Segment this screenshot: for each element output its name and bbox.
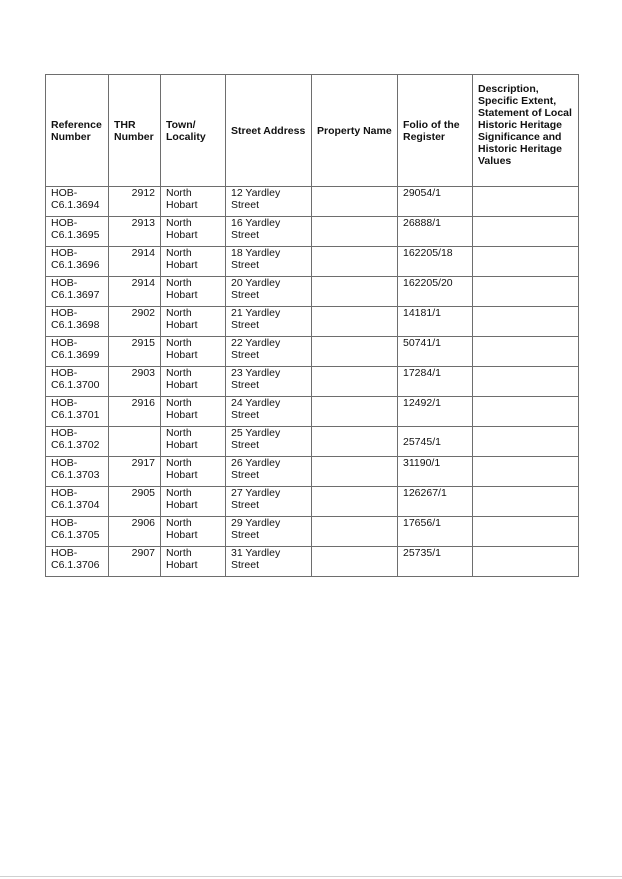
table-header xyxy=(46,75,579,187)
thr-number-cell: 2907 xyxy=(109,547,161,577)
reference-number-cell: HOB-C6.1.3706 xyxy=(46,547,109,577)
folio-cell: 162205/20 xyxy=(398,277,473,307)
reference-number-cell: HOB-C6.1.3704 xyxy=(46,487,109,517)
town-locality-cell: North Hobart xyxy=(161,217,226,247)
reference-number-cell: HOB-C6.1.3697 xyxy=(46,277,109,307)
page-bottom-rule xyxy=(0,876,622,877)
reference-number-cell: HOB-C6.1.3698 xyxy=(46,307,109,337)
folio-cell: 50741/1 xyxy=(398,337,473,367)
property-name-cell xyxy=(312,277,398,307)
town-locality-cell: North Hobart xyxy=(161,547,226,577)
description-cell xyxy=(473,217,579,247)
table-row xyxy=(46,307,579,337)
thr-number-cell xyxy=(109,427,161,457)
town-locality-cell: North Hobart xyxy=(161,517,226,547)
street-address-cell: 27 Yardley Street xyxy=(226,487,312,517)
property-name-cell xyxy=(312,397,398,427)
town-locality-cell: North Hobart xyxy=(161,457,226,487)
description-cell xyxy=(473,487,579,517)
property-name-cell xyxy=(312,367,398,397)
property-name-cell xyxy=(312,517,398,547)
street-address-cell: 18 Yardley Street xyxy=(226,247,312,277)
property-name-cell xyxy=(312,487,398,517)
header-reference-number: Reference Number xyxy=(46,75,109,187)
header-property-name: Property Name xyxy=(312,75,398,187)
table-row xyxy=(46,367,579,397)
heritage-register-table xyxy=(45,74,579,577)
reference-number-cell: HOB-C6.1.3695 xyxy=(46,217,109,247)
reference-number-cell: HOB-C6.1.3703 xyxy=(46,457,109,487)
description-cell xyxy=(473,397,579,427)
folio-cell: 26888/1 xyxy=(398,217,473,247)
reference-number-cell: HOB-C6.1.3694 xyxy=(46,187,109,217)
street-address-cell: 23 Yardley Street xyxy=(226,367,312,397)
description-cell xyxy=(473,337,579,367)
description-cell xyxy=(473,187,579,217)
header-folio: Folio of the Register xyxy=(398,75,473,187)
town-locality-cell: North Hobart xyxy=(161,397,226,427)
street-address-cell: 22 Yardley Street xyxy=(226,337,312,367)
header-street-address: Street Address xyxy=(226,75,312,187)
table-row xyxy=(46,217,579,247)
header-town-locality: Town/ Locality xyxy=(161,75,226,187)
thr-number-cell: 2902 xyxy=(109,307,161,337)
town-locality-cell: North Hobart xyxy=(161,277,226,307)
reference-number-cell: HOB-C6.1.3700 xyxy=(46,367,109,397)
town-locality-cell: North Hobart xyxy=(161,367,226,397)
table-row xyxy=(46,547,579,577)
town-locality-cell: North Hobart xyxy=(161,337,226,367)
description-cell xyxy=(473,247,579,277)
property-name-cell xyxy=(312,337,398,367)
description-cell xyxy=(473,427,579,457)
description-cell xyxy=(473,547,579,577)
folio-cell: 17656/1 xyxy=(398,517,473,547)
town-locality-cell: North Hobart xyxy=(161,307,226,337)
property-name-cell xyxy=(312,187,398,217)
street-address-cell: 31 Yardley Street xyxy=(226,547,312,577)
street-address-cell: 20 Yardley Street xyxy=(226,277,312,307)
description-cell xyxy=(473,457,579,487)
property-name-cell xyxy=(312,547,398,577)
reference-number-cell: HOB-C6.1.3696 xyxy=(46,247,109,277)
table-row xyxy=(46,247,579,277)
street-address-cell: 25 Yardley Street xyxy=(226,427,312,457)
street-address-cell: 24 Yardley Street xyxy=(226,397,312,427)
thr-number-cell: 2906 xyxy=(109,517,161,547)
table-row xyxy=(46,517,579,547)
thr-number-cell: 2903 xyxy=(109,367,161,397)
description-cell xyxy=(473,517,579,547)
street-address-cell: 21 Yardley Street xyxy=(226,307,312,337)
street-address-cell: 26 Yardley Street xyxy=(226,457,312,487)
thr-number-cell: 2916 xyxy=(109,397,161,427)
description-cell xyxy=(473,277,579,307)
property-name-cell xyxy=(312,427,398,457)
town-locality-cell: North Hobart xyxy=(161,427,226,457)
folio-cell: 12492/1 xyxy=(398,397,473,427)
folio-cell: 25745/1 xyxy=(398,427,473,457)
thr-number-cell: 2915 xyxy=(109,337,161,367)
street-address-cell: 12 Yardley Street xyxy=(226,187,312,217)
property-name-cell xyxy=(312,307,398,337)
thr-number-cell: 2912 xyxy=(109,187,161,217)
table-row xyxy=(46,337,579,367)
thr-number-cell: 2913 xyxy=(109,217,161,247)
folio-cell: 29054/1 xyxy=(398,187,473,217)
table-row xyxy=(46,277,579,307)
town-locality-cell: North Hobart xyxy=(161,247,226,277)
thr-number-cell: 2914 xyxy=(109,277,161,307)
folio-cell: 17284/1 xyxy=(398,367,473,397)
table-row xyxy=(46,187,579,217)
town-locality-cell: North Hobart xyxy=(161,487,226,517)
description-cell xyxy=(473,307,579,337)
reference-number-cell: HOB-C6.1.3705 xyxy=(46,517,109,547)
thr-number-cell: 2905 xyxy=(109,487,161,517)
folio-cell: 162205/18 xyxy=(398,247,473,277)
thr-number-cell: 2917 xyxy=(109,457,161,487)
thr-number-cell: 2914 xyxy=(109,247,161,277)
table-row xyxy=(46,427,579,457)
reference-number-cell: HOB-C6.1.3702 xyxy=(46,427,109,457)
property-name-cell xyxy=(312,217,398,247)
table-row xyxy=(46,457,579,487)
table-body xyxy=(46,187,579,577)
street-address-cell: 16 Yardley Street xyxy=(226,217,312,247)
header-description: Description, Specific Extent, Statement of Local Historic Heritage Significance and Historic Heritage Values xyxy=(473,75,579,187)
table-row xyxy=(46,397,579,427)
town-locality-cell: North Hobart xyxy=(161,187,226,217)
property-name-cell xyxy=(312,457,398,487)
property-name-cell xyxy=(312,247,398,277)
header-row xyxy=(46,75,579,187)
table-row xyxy=(46,487,579,517)
reference-number-cell: HOB-C6.1.3701 xyxy=(46,397,109,427)
header-thr-number: THR Number xyxy=(109,75,161,187)
folio-cell: 14181/1 xyxy=(398,307,473,337)
description-cell xyxy=(473,367,579,397)
folio-cell: 31190/1 xyxy=(398,457,473,487)
folio-cell: 126267/1 xyxy=(398,487,473,517)
reference-number-cell: HOB-C6.1.3699 xyxy=(46,337,109,367)
folio-cell: 25735/1 xyxy=(398,547,473,577)
street-address-cell: 29 Yardley Street xyxy=(226,517,312,547)
